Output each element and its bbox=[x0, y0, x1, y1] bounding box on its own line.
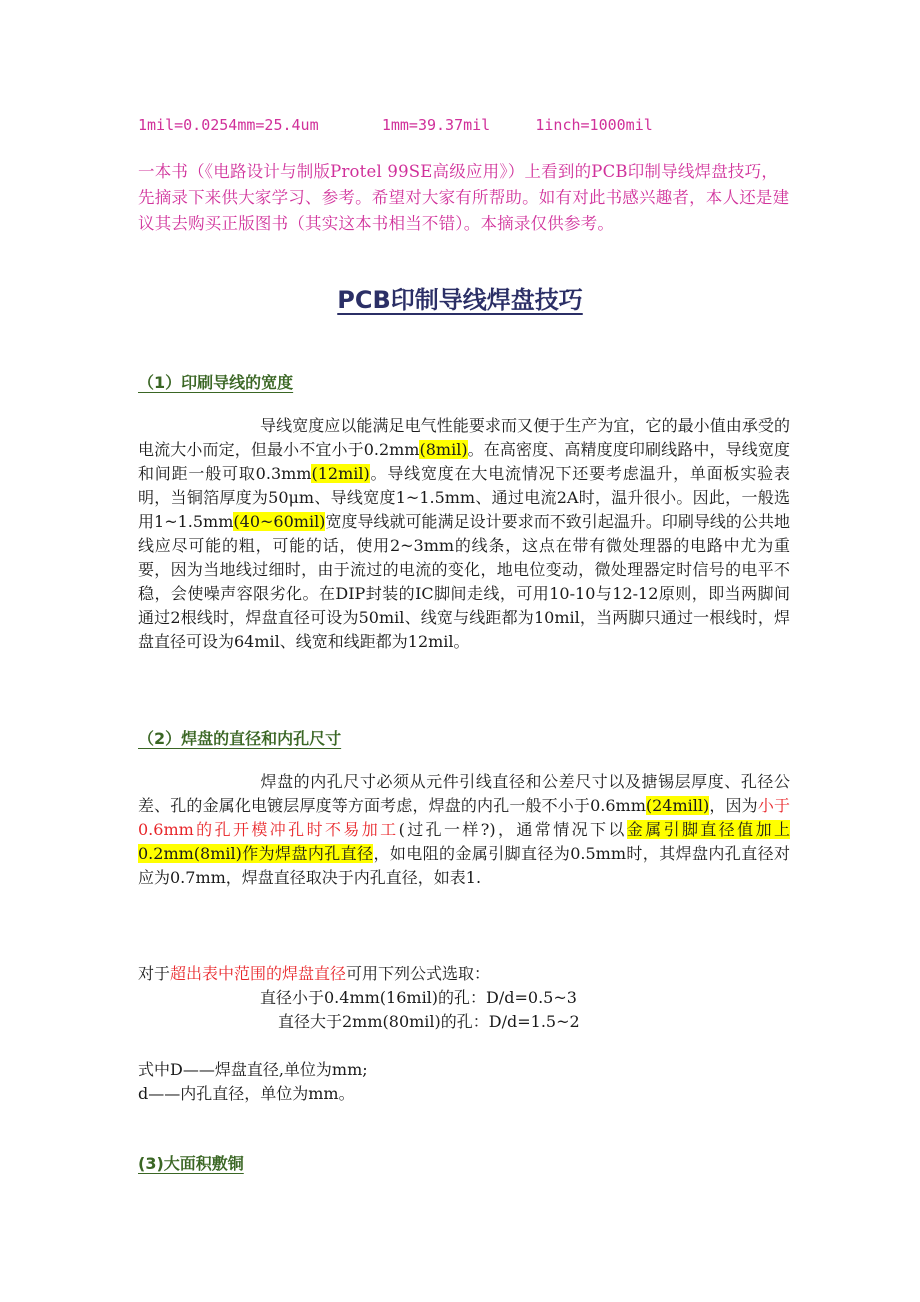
section-heading-1: （1）印刷导线的宽度 bbox=[138, 373, 294, 392]
s1-text-3: 。导线宽度在大电流情况下还要考虑温升，单面板实验表明，当铜箔厚度为50μm、导线宽度1~1.5mm、通过电流2A时，温升很小。因此，一般选用1~1.5mm bbox=[138, 464, 790, 531]
unit-mil: 1mil=0.0254mm=25.4um bbox=[138, 116, 319, 134]
formula-intro bbox=[138, 962, 790, 986]
s1-text-4: 宽度导线就可能满足设计要求而不致引起温升。印刷导线的公共地线应尽可能的粗，可能的话，使用2~3mm的线条，这点在带有微处理器的电路中尤为重要，因为当地线过细时，由于流过的电流的变化，地电位变动，微处理器定时信号的电平不稳，会使噪声容限劣化。在DIP封装的IC脚间走线，可用10-10与12-12原则，即当两脚间通过2根线时，焊盘直径可设为50mil、线宽与线距都为10mil，当两脚只通过一根线时，焊盘直径可设为64mil、线宽和线距都为12mil。 bbox=[138, 512, 790, 651]
section-heading-3: (3)大面积敷铜 bbox=[138, 1154, 244, 1173]
definition-d: d——内孔直径，单位为mm。 bbox=[138, 1084, 355, 1103]
page-title-text: PCB印制导线焊盘技巧 bbox=[337, 286, 583, 314]
s1-text-2: 。在高密度、高精度度印刷线路中，导线宽度和间距一般可取0.3mm bbox=[138, 440, 790, 483]
s1-text-1: 导线宽度应以能满足电气性能要求而又便于生产为宜，它的最小值由承受的电流大小而定，但最小不宜小于0.2mm bbox=[138, 416, 790, 459]
s2-text-3: (过孔一样?)，通常情况下以 bbox=[398, 820, 627, 839]
s2-red-text-1: 小于0.6mm的孔开模冲孔时不易加工 bbox=[138, 796, 790, 839]
formula-intro-text-2: 可用下列公式选取： bbox=[346, 964, 491, 983]
section-2-paragraph bbox=[138, 770, 790, 890]
unit-inch: 1inch=1000mil bbox=[535, 116, 653, 134]
s2-text-4: ，如电阻的金属引脚直径为0.5mm时，其焊盘内孔直径对应为0.7mm，焊盘直径取决于内孔直径，如表1. bbox=[138, 844, 790, 887]
unit-conversion-line bbox=[138, 114, 790, 136]
s1-highlight-1: (8mil) bbox=[419, 440, 468, 459]
section-1-paragraph bbox=[138, 414, 790, 654]
s2-highlight-1: (24mill) bbox=[645, 796, 710, 815]
section-heading-2: （2）焊盘的直径和内孔尺寸 bbox=[138, 729, 342, 748]
formula-definitions bbox=[138, 1058, 790, 1106]
formula-small-hole: 直径小于0.4mm(16mil)的孔：D/d=0.5~3 bbox=[260, 988, 577, 1007]
definition-D: 式中D——焊盘直径,单位为mm; bbox=[138, 1060, 368, 1079]
formula-intro-text-1: 对于 bbox=[138, 964, 171, 983]
s1-highlight-2: (12mil) bbox=[311, 464, 370, 483]
intro-paragraph: 一本书（《电路设计与制版Protel 99SE高级应用》）上看到的PCB印制导线焊盘技巧，先摘录下来供大家学习、参考。希望对大家有所帮助。如有对此书感兴趣者，本人还是建议其去购买正版图书（其实这本书相当不错）。本摘录仅供参考。 bbox=[138, 162, 790, 233]
unit-mm: 1mm=39.37mil bbox=[381, 116, 491, 134]
s2-highlight-2: 金属引脚直径值加上0.2mm(8mil)作为焊盘内孔直径 bbox=[138, 820, 790, 863]
formula-intro-red: 超出表中范围的焊盘直径 bbox=[170, 964, 347, 983]
s1-highlight-3: (40~60mil) bbox=[233, 512, 326, 531]
s2-text-2: ，因为 bbox=[709, 796, 758, 815]
s2-text-1: 焊盘的内孔尺寸必须从元件引线直径和公差尺寸以及搪锡层厚度、孔径公差、孔的金属化电镀层厚度等方面考虑，焊盘的内孔一般不小于0.6mm bbox=[138, 772, 790, 815]
formula-large-hole: 直径大于2mm(80mil)的孔：D/d=1.5~2 bbox=[278, 1012, 580, 1031]
page-title bbox=[0, 282, 920, 318]
